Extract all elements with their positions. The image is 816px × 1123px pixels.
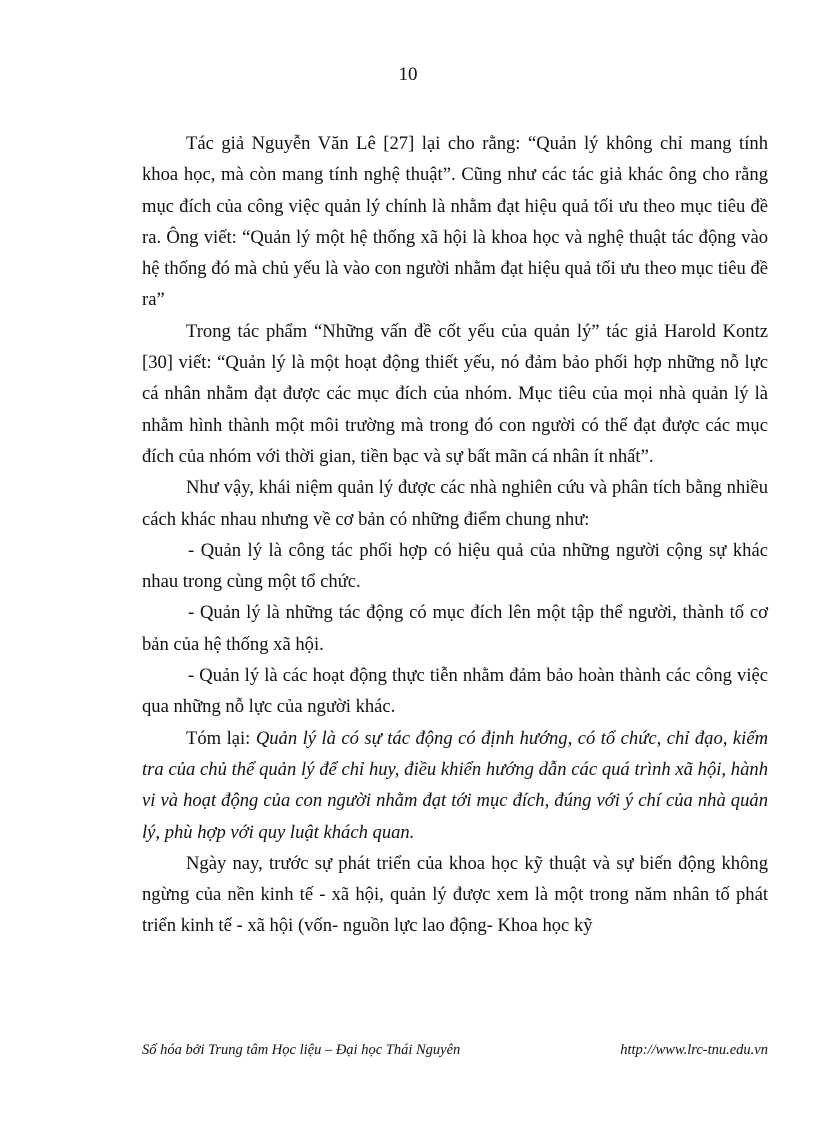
paragraph-overview: Như vậy, khái niệm quản lý được các nhà nghiên cứu và phân tích bằng nhiều cách khác nhau nhưng về cơ bản có những điểm chung như: — [142, 477, 768, 530]
footer-source: Số hóa bởi Trung tâm Học liệu – Đại học Thái Nguyên — [142, 1042, 461, 1058]
page-footer — [142, 1042, 768, 1059]
page-number: 10 — [398, 64, 418, 85]
summary-paragraph — [142, 723, 768, 848]
paragraph-closing: Ngày nay, trước sự phát triển của khoa học kỹ thuật và sự biến động không ngừng của nền kinh tế - xã hội, quản lý được xem là một trong năm nhân tố phát triển kinh tế - xã hội (vốn- nguồn lực lao động- Khoa học kỹ — [142, 852, 768, 937]
paragraph-harold-kontz: Trong tác phẩm “Những vấn đề cốt yếu của quản lý” tác giả Harold Kontz [30] viết: “Quản lý là một hoạt động thiết yếu, nó đảm bảo phối hợp những nỗ lực cá nhân nhằm đạt được các mục đích của nhóm. Mục tiêu của mọi nhà quản lý là nhằm hình thành một môi trường mà trong đó con người có thể đạt được các mục đích của nhóm với thời gian, tiền bạc và sự bất mãn cá nhân ít nhất”. — [142, 320, 768, 467]
management-definition: Quản lý là có sự tác động có định hướng, có tổ chức, chỉ đạo, kiểm tra của chủ thể quản lý để chỉ huy, điều khiển hướng dẫn các quá trình xã hội, hành vi và hoạt động của con người nhằm đạt tới mục đích, đúng với ý chí của nhà quản lý, phù hợp với quy luật khách quan. — [142, 727, 768, 843]
footer-url: http://www.lrc-tnu.edu.vn — [620, 1042, 768, 1058]
paragraph-nguyen-van-le: Tác giả Nguyễn Văn Lê [27] lại cho rằng: “Quản lý không chỉ mang tính khoa học, mà còn mang tính nghệ thuật”. Cũng như các tác giả khác ông cho rằng mục đích của công việc quản lý chính là nhằm đạt hiệu quả tối ưu theo mục tiêu đề ra. Ông viết: “Quản lý một hệ thống xã hội là khoa học và nghệ thuật tác động vào hệ thống đó mà chủ yếu là vào con người nhằm đạt hiệu quả tối ưu theo mục tiêu đề ra” — [142, 133, 768, 311]
document-body — [142, 128, 768, 942]
list-item: - Quản lý là những tác động có mục đích lên một tập thể người, thành tố cơ bản của hệ thống xã hội. — [142, 602, 768, 655]
list-item: - Quản lý là các hoạt động thực tiễn nhằm đảm bảo hoàn thành các công việc qua những nỗ lực của người khác. — [142, 665, 768, 718]
summary-lead: Tóm lại: — [186, 727, 256, 749]
list-item: - Quản lý là công tác phối hợp có hiệu quả của những người cộng sự khác nhau trong cùng một tổ chức. — [142, 539, 768, 593]
